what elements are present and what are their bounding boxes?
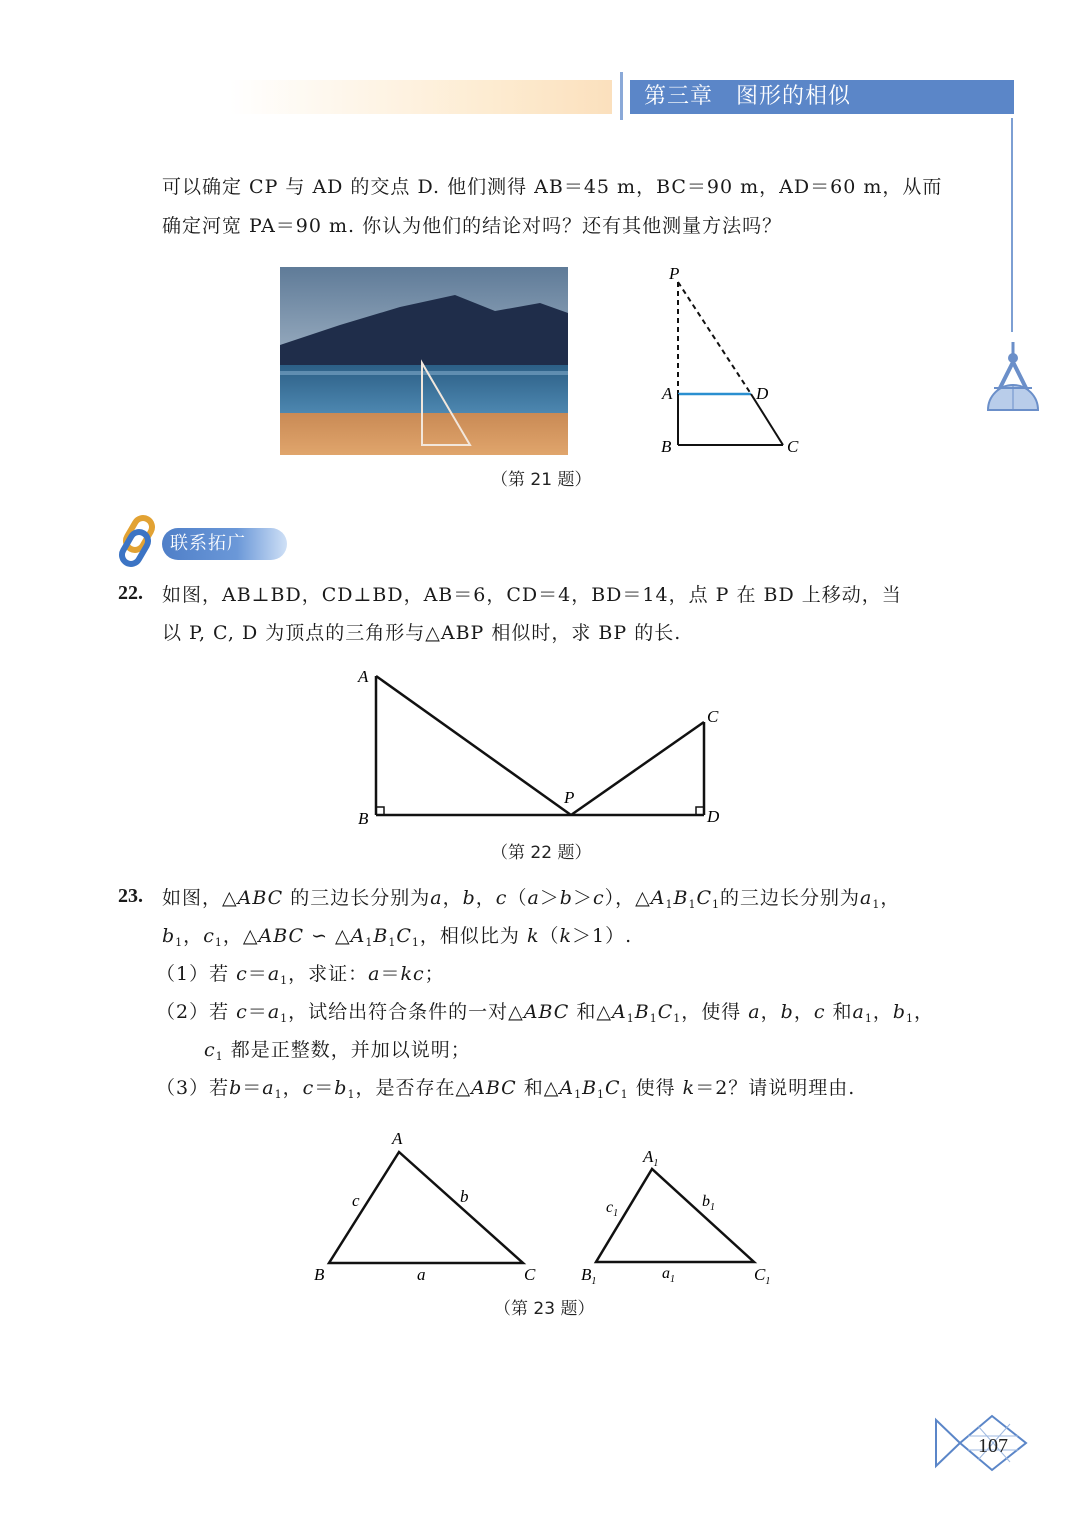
figure22 xyxy=(350,660,730,835)
label-c: C xyxy=(787,437,799,456)
label-d: D xyxy=(707,807,720,826)
chapter-title: 第三章 图形的相似 xyxy=(630,80,1014,114)
section-label: 联系拓广 xyxy=(162,528,287,560)
side-c1: $c_1$ xyxy=(606,1199,619,1219)
label-a: A xyxy=(358,667,369,686)
side-a1: $a_1$ xyxy=(662,1265,675,1285)
page-number: 107 xyxy=(978,1435,1008,1457)
label-c1: $C_1$ xyxy=(754,1265,771,1287)
label-p: P xyxy=(564,788,575,807)
label-d: D xyxy=(756,384,769,403)
lake-photo xyxy=(280,267,568,455)
label-b: B xyxy=(661,437,672,456)
problem22-line1: 如图，AB⊥BD，CD⊥BD，AB＝6，CD＝4，BD＝14，点 P 在 BD 上移动，当 xyxy=(162,584,902,606)
side-a: a xyxy=(417,1265,426,1284)
segment-pd xyxy=(678,282,751,394)
header-separator xyxy=(620,72,623,120)
compass-icon xyxy=(982,340,1044,418)
problem23-line1: 如图，△ABC 的三边长分别为a，b，c（a＞b＞c），$\triangle A_1B_1C_1$的三边长分别为$a_1$， xyxy=(162,887,901,911)
problem21-line1: 可以确定 CP 与 AD 的交点 D. 他们测得 AB＝45 m，BC＝90 m，AD＝60 m，从而 xyxy=(162,176,943,198)
side-b1: $b_1$ xyxy=(702,1193,715,1213)
problem23-part3: （3）若$b=a_1$，$c=b_1$，是否存在△ABC 和$\triangle A_1B_1C_1$ 使得 k＝2？请说明理由. xyxy=(156,1077,856,1101)
segment-pc xyxy=(571,722,704,815)
problem22-line2: 以 P, C, D 为顶点的三角形与△ABP 相似时，求 BP 的长. xyxy=(162,622,682,644)
problem23-part2-cont: $c_1$ 都是正整数，并加以说明； xyxy=(204,1039,471,1063)
label-c: C xyxy=(524,1265,536,1284)
problem23-part2: （2）若 $c=a_1$，试给出符合条件的一对△ABC 和$\triangle A_1B_1C_1$，使得 a，b，c 和$a_1$，$b_1$， xyxy=(156,1001,935,1025)
problem22-number: 22. xyxy=(118,582,143,604)
figure21 xyxy=(655,262,815,462)
problem23-line2: $b_1$，$c_1$，△ABC ∽ $\triangle A_1B_1C_1$，相似比为 k（k＞1）. xyxy=(162,925,633,949)
label-a: A xyxy=(392,1129,403,1148)
problem23-part1: （1）若 $c=a_1$，求证：a＝kc； xyxy=(156,963,445,987)
problem21-line2: 确定河宽 PA＝90 m. 你认为他们的结论对吗？还有其他测量方法吗？ xyxy=(162,215,783,237)
header-decoration xyxy=(230,80,612,114)
label-b: B xyxy=(314,1265,325,1284)
label-a: A xyxy=(662,384,673,403)
side-rule xyxy=(1011,118,1013,332)
label-c: C xyxy=(707,707,719,726)
caption-23: （第 23 题） xyxy=(494,1299,595,1319)
segment-ap xyxy=(376,676,571,815)
label-p: P xyxy=(669,264,680,283)
label-b1: $B_1$ xyxy=(581,1265,597,1287)
caption-21: （第 21 题） xyxy=(491,470,592,490)
label-a1: $A_1$ xyxy=(643,1147,659,1169)
side-c: c xyxy=(352,1191,360,1210)
figure23 xyxy=(300,1120,800,1295)
side-b: b xyxy=(460,1187,469,1206)
triangle-a1b1c1 xyxy=(596,1169,754,1262)
problem23-number: 23. xyxy=(118,885,143,907)
label-b: B xyxy=(358,809,369,828)
caption-22: （第 22 题） xyxy=(491,843,592,863)
